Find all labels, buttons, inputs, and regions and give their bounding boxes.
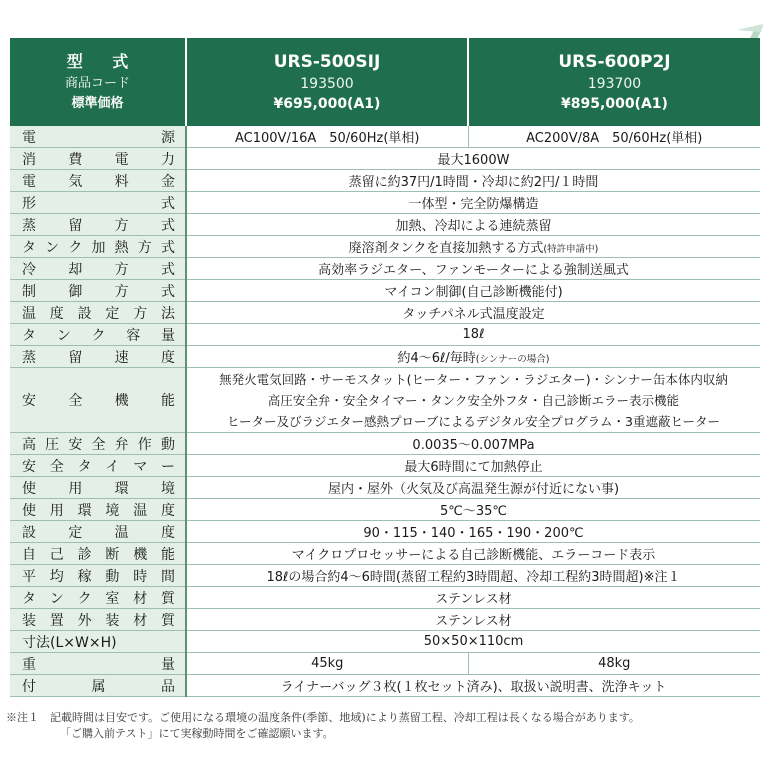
spec-value-line: ヒーター及びラジエター感熱プローブによるデジタル安全プログラム・3重遮蔽ヒーター bbox=[227, 413, 720, 429]
spec-row bbox=[10, 324, 760, 346]
spec-row bbox=[10, 433, 760, 455]
footnote-line-2: 「ご購入前テスト」にて実稼動時間をご確認願います。 bbox=[60, 727, 334, 740]
spec-value-text: マイコン制御(自己診断機能付) bbox=[384, 285, 563, 300]
spec-label-text: 電 気 料 金 bbox=[22, 173, 175, 190]
model-1-name: URS-500SIJ bbox=[273, 52, 381, 72]
spec-value bbox=[186, 302, 760, 324]
model-1-price: ¥695,000(A1) bbox=[273, 96, 381, 112]
spec-value-text: 5℃〜35℃ bbox=[439, 504, 507, 519]
spec-label bbox=[10, 192, 186, 214]
spec-label-text: 形 式 bbox=[22, 195, 175, 212]
spec-label bbox=[10, 236, 186, 258]
spec-label bbox=[10, 631, 186, 653]
spec-label-text: タ ン ク 容 量 bbox=[22, 327, 175, 344]
spec-row bbox=[10, 148, 760, 170]
spec-row bbox=[10, 455, 760, 477]
spec-value bbox=[186, 609, 760, 631]
spec-label-text: 蒸 留 方 式 bbox=[22, 217, 175, 234]
spec-label bbox=[10, 499, 186, 521]
spec-label bbox=[10, 280, 186, 302]
spec-row bbox=[10, 280, 760, 302]
spec-value bbox=[186, 368, 760, 433]
label-model: 型 式 bbox=[66, 52, 141, 71]
spec-label bbox=[10, 587, 186, 609]
spec-label bbox=[10, 565, 186, 587]
spec-row bbox=[10, 477, 760, 499]
spec-value-text: 90・115・140・165・190・200℃ bbox=[363, 526, 584, 541]
spec-label-text: 高 圧 安 全 弁 作 動 bbox=[22, 436, 175, 453]
spec-value-text: 蒸留に約37円/1時間・冷却に約2円/１時間 bbox=[348, 175, 599, 190]
spec-value-text: ライナーバッグ３枚(１枚セット済み)、取扱い説明書、洗浄キット bbox=[280, 680, 667, 695]
spec-row bbox=[10, 543, 760, 565]
spec-table bbox=[10, 38, 760, 697]
spec-label bbox=[10, 433, 186, 455]
spec-value-text: タッチパネル式温度設定 bbox=[402, 307, 545, 322]
spec-value-text: 廃溶剤タンクを直接加熱する方式 bbox=[348, 241, 544, 256]
spec-label bbox=[10, 609, 186, 631]
spec-label bbox=[10, 346, 186, 368]
spec-value bbox=[186, 170, 760, 192]
spec-row bbox=[10, 258, 760, 280]
spec-value bbox=[186, 148, 760, 170]
spec-value-text: 加熱、冷却による連続蒸留 bbox=[395, 219, 552, 234]
spec-value-note: (シンナーの場合) bbox=[475, 354, 550, 365]
spec-row bbox=[10, 631, 760, 653]
spec-label-text: 平 均 稼 動 時 間 bbox=[22, 568, 175, 585]
spec-value-text: 18ℓの場合約4〜6時間(蒸留工程約3時間超、冷却工程約3時間超)※注１ bbox=[266, 570, 681, 585]
spec-value-line: 無発火電気回路・サーモスタット(ヒーター・ファン・ラジエター)・シンナー缶本体内収納 bbox=[219, 371, 728, 387]
spec-value-model-2: 48kg bbox=[468, 653, 760, 675]
model-2-code: 193700 bbox=[587, 76, 642, 92]
spec-label-text: タ ン ク 加 熱 方 式 bbox=[22, 239, 175, 256]
spec-value bbox=[186, 521, 760, 543]
spec-value bbox=[186, 280, 760, 302]
spec-value bbox=[186, 236, 760, 258]
spec-label-text: 使 用 環 境 温 度 bbox=[22, 502, 175, 519]
spec-value bbox=[186, 192, 760, 214]
spec-label bbox=[10, 214, 186, 236]
spec-row bbox=[10, 499, 760, 521]
spec-value bbox=[186, 675, 760, 697]
spec-value bbox=[186, 631, 760, 653]
spec-label bbox=[10, 653, 186, 675]
spec-label-text: 重 量 bbox=[22, 656, 175, 673]
spec-row bbox=[10, 521, 760, 543]
spec-label-text: 寸法(L×W×H) bbox=[22, 634, 117, 651]
spec-row bbox=[10, 346, 760, 368]
spec-value bbox=[186, 214, 760, 236]
spec-label bbox=[10, 477, 186, 499]
spec-label-text: 電 源 bbox=[22, 129, 175, 146]
spec-row bbox=[10, 653, 760, 675]
spec-label-text: 設 定 温 度 bbox=[22, 524, 175, 541]
spec-label bbox=[10, 675, 186, 697]
spec-value-text: 高効率ラジエター、ファンモーターによる強制送風式 bbox=[318, 263, 629, 278]
spec-label-text: 安 全 タ イ マ ー bbox=[22, 458, 175, 475]
spec-label-text: 装 置 外 装 材 質 bbox=[22, 612, 175, 629]
header-label-cell bbox=[10, 38, 186, 126]
spec-value bbox=[186, 455, 760, 477]
spec-row bbox=[10, 587, 760, 609]
label-standard-price: 標準価格 bbox=[71, 96, 124, 111]
spec-value-text: マイクロプロセッサーによる自己診断機能、エラーコード表示 bbox=[291, 548, 656, 563]
spec-value-model-2: AC200V/8A 50/60Hz(単相) bbox=[468, 126, 760, 148]
spec-label bbox=[10, 170, 186, 192]
spec-label bbox=[10, 148, 186, 170]
spec-label-text: 制 御 方 式 bbox=[22, 283, 175, 300]
spec-value bbox=[186, 258, 760, 280]
spec-label-text: 温 度 設 定 方 法 bbox=[22, 305, 175, 322]
spec-value-model-1: AC100V/16A 50/60Hz(単相) bbox=[186, 126, 468, 148]
spec-row bbox=[10, 302, 760, 324]
spec-value bbox=[186, 324, 760, 346]
model-1-code: 193500 bbox=[300, 76, 354, 92]
spec-row bbox=[10, 565, 760, 587]
spec-value-text: 最大6時間にて加熱停止 bbox=[404, 460, 543, 475]
spec-row bbox=[10, 609, 760, 631]
spec-value-text: 一体型・完全防爆構造 bbox=[408, 197, 539, 212]
spec-value bbox=[186, 543, 760, 565]
footnote-line-1: ※注１ 記載時間は目安です。ご使用になる環境の温度条件(季節、地域)により蒸留工程、冷却工程は長くなる場合があります。 bbox=[6, 711, 640, 724]
spec-label-text: 蒸 留 速 度 bbox=[22, 349, 175, 366]
spec-value bbox=[186, 565, 760, 587]
spec-label bbox=[10, 302, 186, 324]
spec-value bbox=[186, 477, 760, 499]
spec-label bbox=[10, 368, 186, 433]
spec-value-text: 最大1600W bbox=[437, 153, 510, 168]
spec-value-text: 0.0035〜0.007MPa bbox=[412, 438, 535, 453]
spec-label bbox=[10, 258, 186, 280]
spec-row bbox=[10, 214, 760, 236]
spec-value-note: (特許申請中) bbox=[543, 244, 599, 255]
spec-label bbox=[10, 126, 186, 148]
spec-value bbox=[186, 499, 760, 521]
spec-value-text: ステンレス材 bbox=[435, 592, 512, 607]
spec-value-text: ステンレス材 bbox=[435, 614, 512, 629]
spec-value bbox=[186, 346, 760, 368]
spec-row bbox=[10, 368, 760, 433]
spec-value bbox=[186, 433, 760, 455]
spec-label-text: タ ン ク 室 材 質 bbox=[22, 590, 175, 607]
spec-value-text: 18ℓ bbox=[462, 327, 485, 342]
spec-label-text: 使 用 環 境 bbox=[22, 480, 175, 497]
model-2-name: URS-600P2J bbox=[558, 52, 671, 72]
spec-row bbox=[10, 170, 760, 192]
spec-label-text: 付 属 品 bbox=[22, 678, 175, 695]
spec-value-line: 高圧安全弁・安全タイマー・タンク安全外フタ・自己診断エラー表示機能 bbox=[267, 392, 680, 408]
spec-value-text: 屋内・屋外（火気及び高温発生源が付近にない事) bbox=[327, 482, 620, 497]
spec-row bbox=[10, 192, 760, 214]
spec-label bbox=[10, 324, 186, 346]
spec-value bbox=[186, 587, 760, 609]
header-row bbox=[10, 38, 760, 126]
spec-label-text: 消 費 電 力 bbox=[22, 151, 175, 168]
spec-label bbox=[10, 455, 186, 477]
spec-row bbox=[10, 236, 760, 258]
spec-value-model-1: 45kg bbox=[186, 653, 468, 675]
spec-value-text: 約4〜6ℓ/毎時 bbox=[397, 351, 476, 366]
spec-value-text: 50×50×110cm bbox=[423, 634, 524, 649]
model-2-price: ¥895,000(A1) bbox=[561, 96, 668, 112]
model-1-cell bbox=[186, 38, 468, 126]
spec-label-text: 冷 却 方 式 bbox=[22, 261, 175, 278]
spec-row bbox=[10, 126, 760, 148]
spec-label bbox=[10, 543, 186, 565]
spec-label bbox=[10, 521, 186, 543]
label-product-code: 商品コード bbox=[64, 76, 130, 91]
spec-label-text: 安 全 機 能 bbox=[22, 393, 175, 409]
model-2-cell bbox=[468, 38, 760, 126]
spec-label-text: 自 己 診 断 機 能 bbox=[22, 546, 175, 563]
spec-row bbox=[10, 675, 760, 697]
